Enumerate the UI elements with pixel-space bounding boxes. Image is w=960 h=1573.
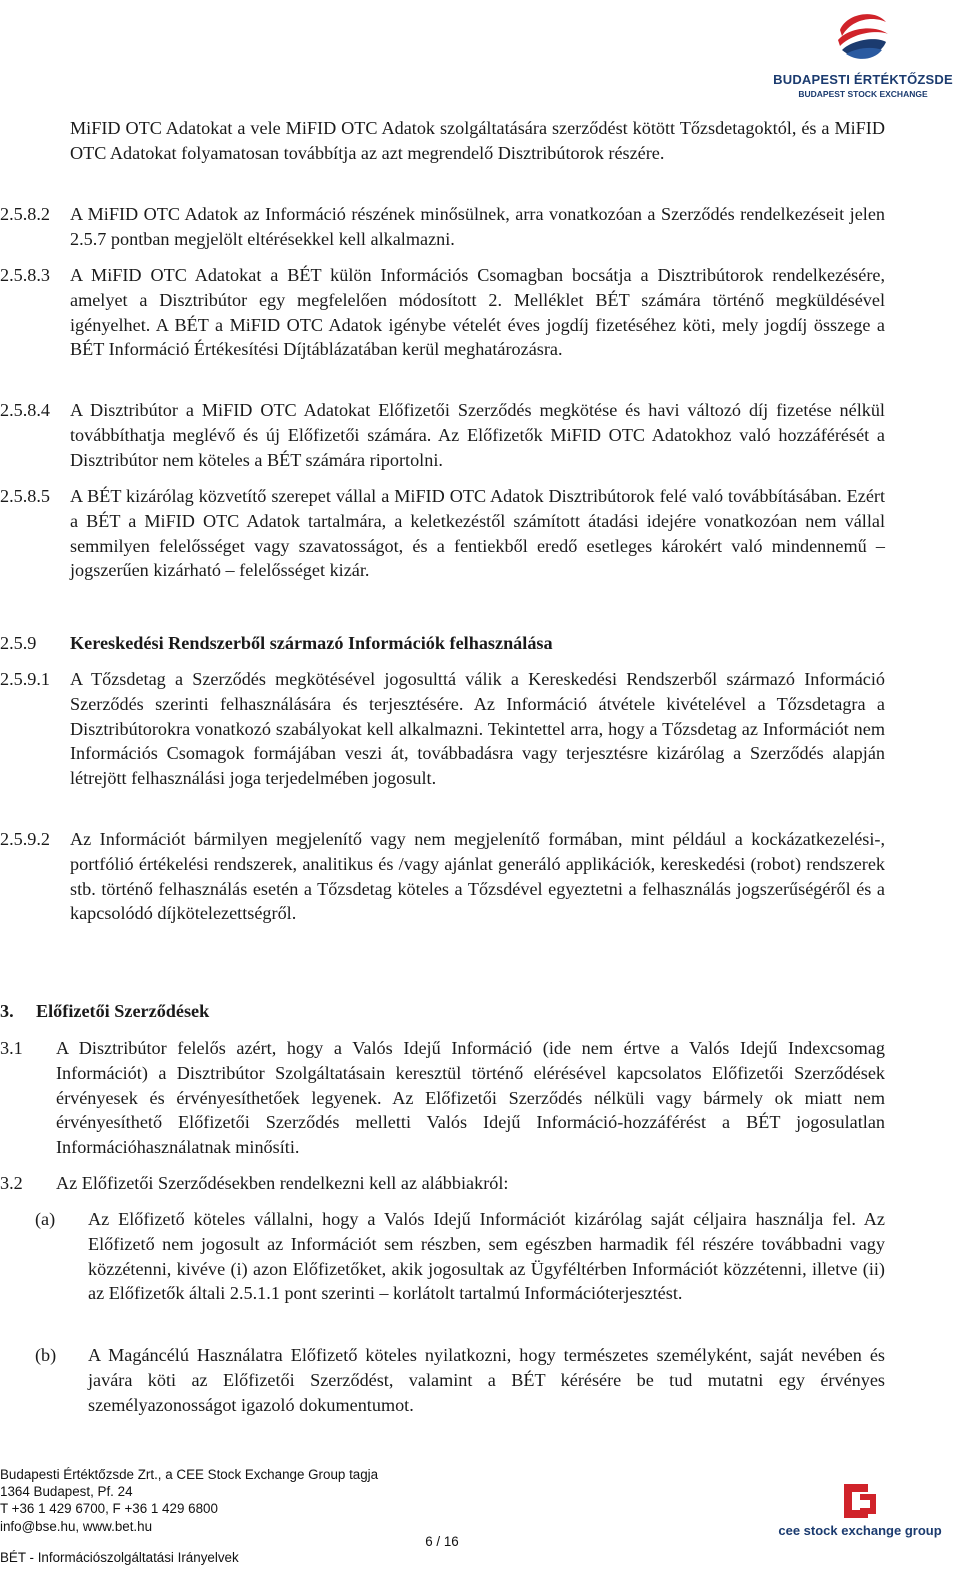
- section-number: 3.2: [0, 1173, 23, 1193]
- list-marker: (a): [35, 1209, 56, 1229]
- section-3-2: [0, 1171, 960, 1197]
- paragraph-text: A Disztribútor a MiFID OTC Adatokat Előfizetői Szerződés megkötése és havi változó díj fizetése nélkül továbbíthatja meglévő és új Előfizetői számára. Az Előfizetők MiFID OTC Adatokhoz való hozzáférését a Disztribútor nem köteles a BÉT számára riportolni.: [70, 400, 885, 470]
- list-item-b: [0, 1343, 960, 1418]
- section-number: 2.5.9: [0, 633, 37, 653]
- paragraph-text: A MiFID OTC Adatok az Információ részének minősülnek, arra vonatkozóan a Szerződés rendelkezéseit jelen 2.5.7 pontban megjelölt eltérésekkel kell alkalmazni.: [70, 204, 885, 249]
- chapter-title: Előfizetői Szerződések: [36, 1001, 210, 1021]
- cee-group-logo: [770, 1480, 950, 1540]
- section-number: 2.5.8.2: [0, 204, 51, 224]
- paragraph-text: Az Információt bármilyen megjelenítő vagy nem megjelenítő formában, mint például a kockázatkezelési-, portfólió értékelési rendszerek, analitikus és /vagy ajánlat generáló applikációk, kereskedési (robot) rendszerek stb. történő felhasználás esetén a Tőzsdetag köteles a Tőzsdével egyeztetni a felhasználás jogszerűségéről és a kapcsolódó díjkötelezettségről.: [70, 829, 885, 924]
- list-item-text: A Magáncélú Használatra Előfizető köteles nyilatkozni, hogy természetes személyként, saját nevében és javára köti az Előfizetői Szerződést, valamint a BÉT kérésére be tud mutatni egy érvényes személyazonosságot igazoló dokumentumot.: [88, 1345, 885, 1415]
- chapter-3-heading: [0, 999, 960, 1025]
- section-2-5-8-2: [0, 202, 960, 252]
- paragraph-text: A Disztribútor felelős azért, hogy a Valós Idejű Információ (ide nem értve a Valós Idejű Indexcsomag Információt) a Disztribútor Szolgáltatásain keresztül történő elérésével kapcsolatos Előfizetői Szerződések érvényesek és érvényesíthetőek legyenek. Az Előfizetői Szerződés nélküli vagy bármely ok miatt nem érvényesíthető Előfizetői Szerződés melletti Valós Idejű Információ-hozzáférést a BÉT jogosulatlan Információhasználatnak minősíti.: [56, 1038, 885, 1158]
- list-item-text: Az Előfizető köteles vállalni, hogy a Valós Idejű Információt kizárólag saját céljaira használja fel. Az Előfizető nem jogosult az Információt sem részben, sem egészben harmadik fél részére továbbadni vagy közzétenni, kivéve (i) azon Előfizetőket, akik jogosultak az Ügyféltérben Információt közzétenni, illetve (ii) az Előfizetők általi 2.5.1.1 pont szerinti – korlátolt tartalmú Információterjesztést.: [88, 1209, 885, 1304]
- cee-logo-icon: [840, 1480, 880, 1518]
- paragraph-text: A MiFID OTC Adatokat a BÉT külön Információs Csomagban bocsátja a Disztribútorok rendelkezésére, amelyet a Disztribútor egy megfelelően módosított 2. Melléklet BÉT számára történő megküldésével igényelhet. A BÉT a MiFID OTC Adatok igénybe vételét éves jogdíj fizetéséhez köti, mely jogdíj összege a BÉT Információ Értékesítési Díjtáblázatában kerül meghatározásra.: [70, 265, 885, 360]
- list-marker: (b): [35, 1345, 57, 1365]
- footer-company: Budapesti Értéktőzsde Zrt., a CEE Stock Exchange Group tagja: [0, 1467, 379, 1482]
- logo-name-en: BUDAPEST STOCK EXCHANGE: [798, 89, 928, 99]
- section-number: 2.5.8.4: [0, 400, 51, 420]
- section-2-5-8-5: [0, 484, 960, 609]
- footer-phone: T +36 1 429 6700, F +36 1 429 6800: [0, 1501, 218, 1517]
- section-number: 2.5.9.2: [0, 829, 51, 849]
- footer-document-title: BÉT - Információszolgáltatási Irányelvek: [0, 1550, 239, 1565]
- section-2-5-8-3: [0, 263, 960, 388]
- logo-name-hu: BUDAPESTI ÉRTÉKTŐZSDE: [773, 72, 953, 87]
- bse-globe-icon: [834, 6, 892, 64]
- paragraph-continuation: [70, 116, 885, 191]
- footer-web: info@bse.hu, www.bet.hu: [0, 1518, 153, 1534]
- paragraph-text: MiFID OTC Adatokat a vele MiFID OTC Adatok szolgáltatására szerződést kötött Tőzsdetagoktól, és a MiFID OTC Adatokat folyamatosan továbbítja az azt megrendelő Disztribútorok részére.: [70, 118, 885, 163]
- footer-address: 1364 Budapest, Pf. 24: [0, 1484, 133, 1500]
- paragraph-text: Az Előfizetői Szerződésekben rendelkezni kell az alábbiakról:: [56, 1173, 509, 1193]
- section-number: 2.5.8.5: [0, 486, 51, 506]
- cee-logo-text: cee stock exchange group: [778, 1523, 942, 1538]
- list-item-a: [0, 1207, 960, 1332]
- section-title: Kereskedési Rendszerből származó Információk felhasználása: [70, 633, 553, 653]
- footer-contact: [0, 1466, 378, 1535]
- section-2-5-9-2: [0, 827, 960, 952]
- chapter-number: 3.: [0, 1001, 14, 1021]
- section-2-5-9-1: [0, 667, 960, 817]
- section-3-1: [0, 1036, 960, 1161]
- page-number: 6 / 16: [425, 1534, 459, 1549]
- paragraph-text: A Tőzsdetag a Szerződés megkötésével jogosulttá válik a Kereskedési Rendszerből származó Információ Szerződés szerinti felhasználására és terjesztésére. Az Információ átvétele kivételével a Tőzsdetagra a Disztribútorokra vonatkozó szabályokat kell alkalmazni. Tekintettel arra, hogy a Tőzsdetag az Információt nem Információs Csomagok formájában veszi át, továbbadásra vagy terjesztésre kizárólag a Szerződés alapján létrejött felhasználási joga terjedelmében jogosult.: [70, 669, 885, 789]
- section-2-5-9-heading: [0, 631, 960, 657]
- paragraph-text: A BÉT kizárólag közvetítő szerepet vállal a MiFID OTC Adatok Disztribútorok felé való továbbításában. Ezért a BÉT a MiFID OTC Adatok tartalmára, a keletkezéstől számított átadási idejére vonatkozóan nem vállal semmilyen felelősséget vagy szavatosságot, és a fentiekből eredő esetleges károkért való mindennemű – jogszerűen kizárható – felelősséget kizár.: [70, 486, 885, 581]
- section-number: 2.5.8.3: [0, 265, 51, 285]
- section-number: 3.1: [0, 1038, 23, 1058]
- bse-logo: [770, 6, 956, 102]
- section-number: 2.5.9.1: [0, 669, 51, 689]
- section-2-5-8-4: [0, 398, 960, 473]
